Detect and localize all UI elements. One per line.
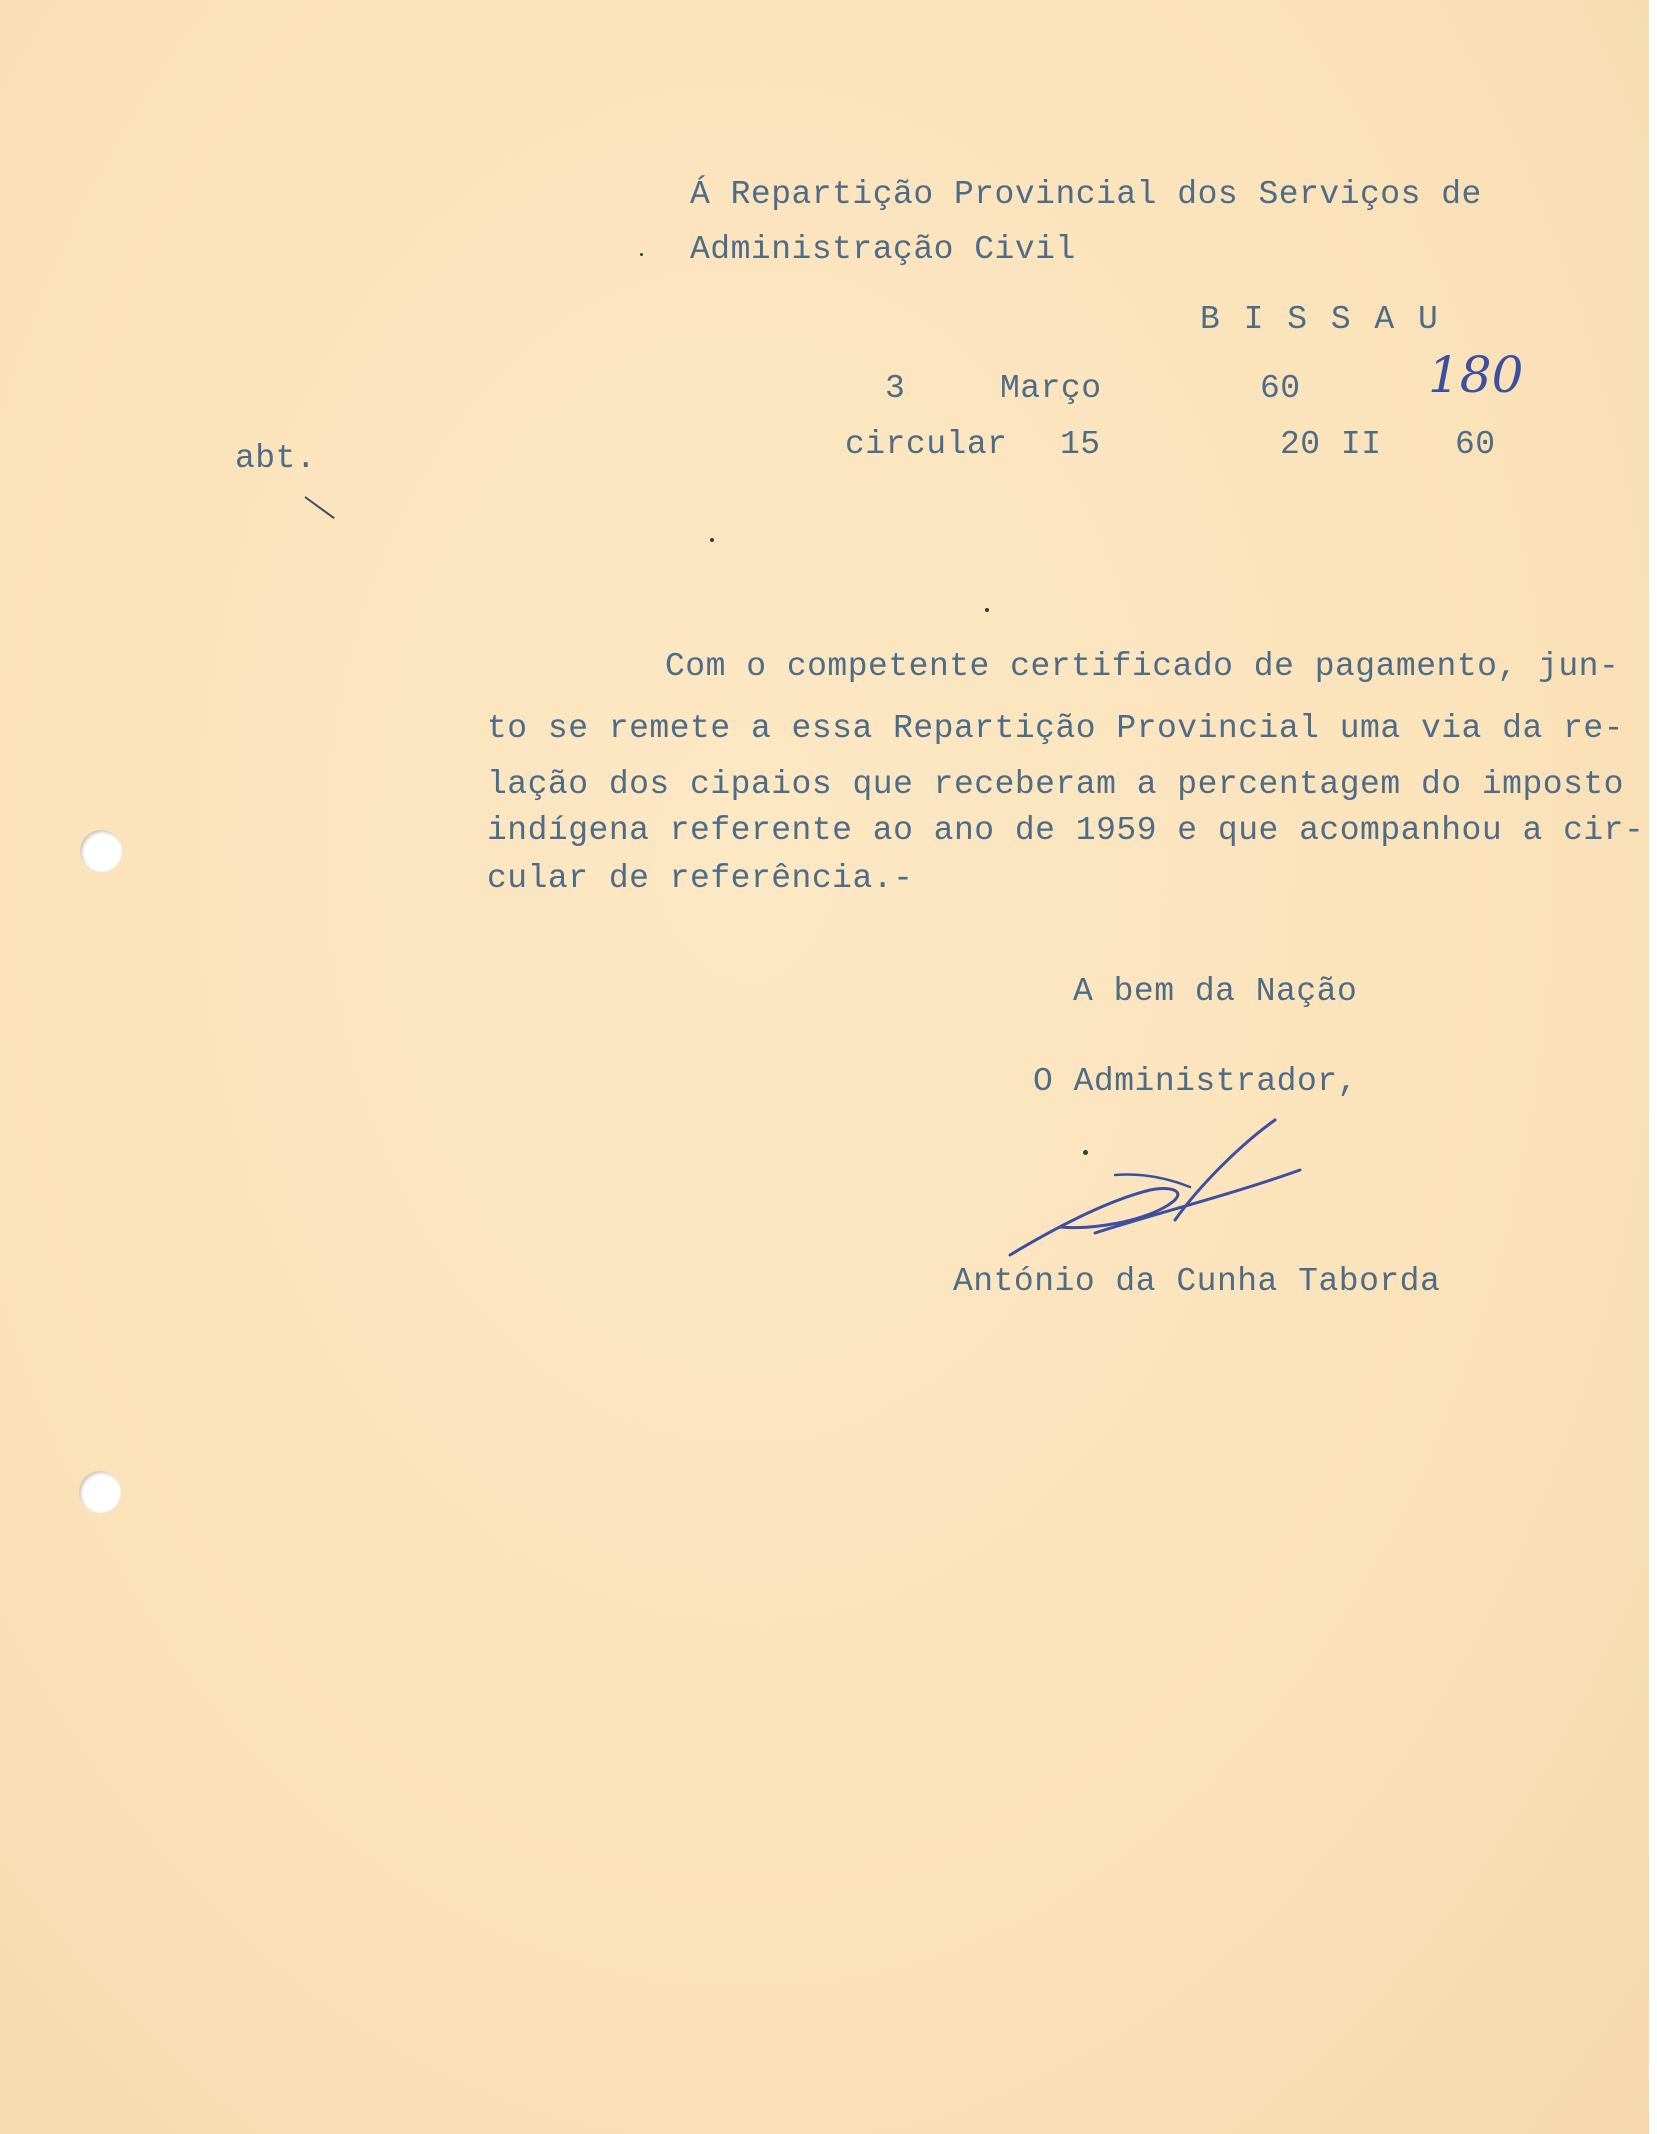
address-line-1: Á Repartição Provincial dos Serviços de [690, 176, 1482, 213]
closing-title: O Administrador, [1033, 1063, 1358, 1100]
handwritten-number: 180 [1428, 346, 1524, 404]
reference-year: 60 [1455, 426, 1496, 463]
ink-speck [640, 253, 643, 256]
punch-hole-lower [79, 1471, 121, 1513]
date-month: Março [1000, 370, 1102, 407]
scan-edge [1649, 0, 1657, 2134]
reference-number: 15 [1060, 426, 1101, 463]
ink-speck [1083, 1150, 1088, 1155]
body-line-2: to se remete a essa Repartição Provincial uma via da re- [487, 710, 1624, 747]
body-line-5: cular de referência.- [487, 860, 914, 897]
margin-note: abt. [235, 440, 317, 477]
body-line-4: indígena referente ao ano de 1959 e que acompanhou a cir- [487, 812, 1645, 849]
signature-mark [1000, 1115, 1320, 1265]
margin-tick-mark [304, 496, 334, 519]
signatory-name: António da Cunha Taborda [953, 1263, 1441, 1300]
reference-date: 20 II [1280, 426, 1382, 463]
date-day: 3 [885, 370, 906, 407]
body-line-1: Com o competente certificado de pagamento, jun- [665, 648, 1620, 685]
body-line-3: lação dos cipaios que receberam a percentagem do imposto [487, 766, 1624, 803]
date-year: 60 [1260, 370, 1301, 407]
ink-speck [710, 538, 714, 542]
location-header: B I S S A U [1200, 301, 1440, 338]
closing-salutation: A bem da Nação [1073, 973, 1358, 1010]
reference-label: circular [845, 426, 1008, 463]
address-line-2: Administração Civil [690, 231, 1076, 268]
punch-hole-upper [80, 830, 122, 872]
ink-speck [985, 608, 989, 612]
